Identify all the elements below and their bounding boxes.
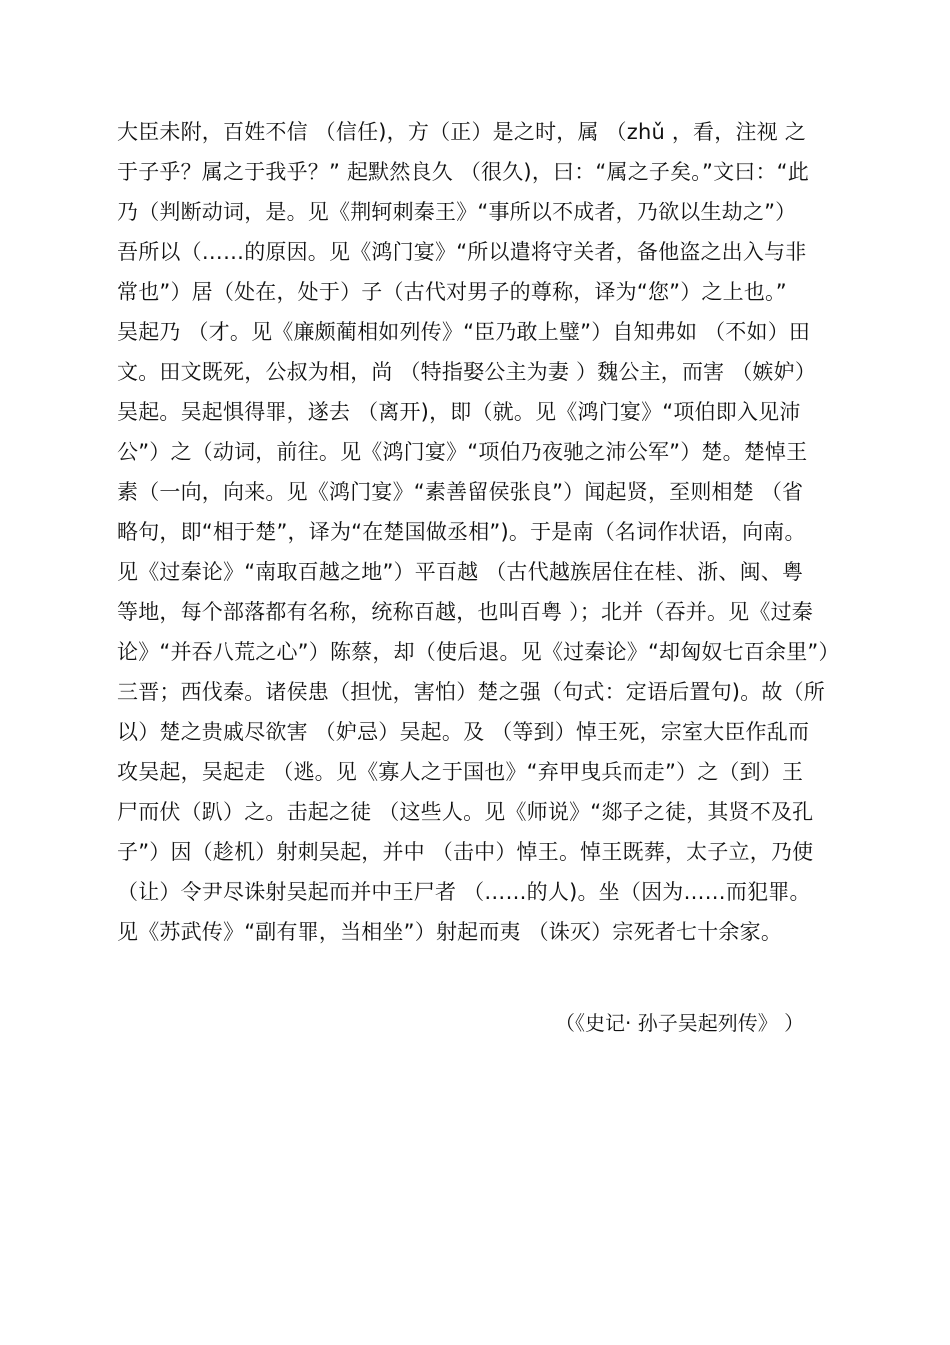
passage-line: 见《过秦论》“南取百越之地”）平百越 （古代越族居住在桂、浙、闽、粤 [117,560,804,584]
passage-line: 文。田文既死，公叔为相，尚 （特指娶公主为妻 ）魏公主，而害 （嫉妒） [117,360,817,384]
passage-line: 以）楚之贵戚尽欲害 （妒忌）吴起。及 （等到）悼王死，宗室大臣作乱而 [117,720,810,744]
passage-line: （让）令尹尽诛射吴起而并中王尸者 （……的人)。坐（因为……而犯罪。 [117,880,811,904]
passage-line: 等地，每个部落都有名称，统称百越，也叫百粤 ）；北并（吞并。见《过秦 [117,600,813,624]
source-citation: （《史记· 孙子吴起列传》 ） [555,1011,805,1035]
passage-line: 于子乎？属之于我乎？” 起默然良久 （很久)，曰：“属之子矣。”文曰：“此 [117,160,809,184]
passage-line: 常也”）居（处在，处于）子（古代对男子的尊称，译为“您”）之上也。” [117,280,787,304]
passage-line: 三晋；西伐秦。诸侯患（担忧，害怕）楚之强（句式：定语后置句)。故（所 [117,680,825,704]
passage-line: 尸而伏（趴）之。击起之徒 （这些人。见《师说》“郯子之徒，其贤不及孔 [117,800,814,824]
passage-line: 吾所以（……的原因。见《鸿门宴》“所以遣将守关者，备他盗之出入与非 [117,240,807,264]
passage-line: 乃（判断动词，是。见《荆轲刺秦王》“事所以不成者，乃欲以生劫之”） [117,200,797,224]
passage-line: 大臣未附，百姓不信 （信任)，方（正）是之时，属 （zhǔ ，看，注视 之 [117,120,806,144]
passage-line: 吴起乃 （才。见《廉颇蔺相如列传》“臣乃敢上璧”）自知弗如 （不如）田 [117,320,811,344]
passage-line: 素（一向，向来。见《鸿门宴》“素善留侯张良”）闻起贤，至则相楚 （省 [117,480,804,504]
passage-line: 公”）之（动词，前往。见《鸿门宴》“项伯乃夜驰之沛公军”）楚。楚悼王 [117,440,808,464]
passage-line: 子”）因（趁机）射刺吴起，并中 （击中）悼王。悼王既葬，太子立，乃使 [117,840,814,864]
passage-line: 吴起。吴起惧得罪，遂去 （离开)，即（就。见《鸿门宴》“项伯即入见沛 [117,400,801,424]
passage-line: 见《苏武传》“副有罪，当相坐”）射起而夷 （诛灭）宗死者七十余家。 [117,920,783,944]
passage-line: 论》“并吞八荒之心”）陈蔡，却（使后退。见《过秦论》“却匈奴七百余里”） [117,640,840,664]
passage-line: 攻吴起，吴起走 （逃。见《寡人之于国也》“弃甲曳兵而走”）之（到）王 [117,760,804,784]
passage-line: 略句，即“相于楚”，译为“在楚国做丞相”)。于是南（名词作状语，向南。 [117,520,806,544]
annotated-passage [117,112,847,952]
